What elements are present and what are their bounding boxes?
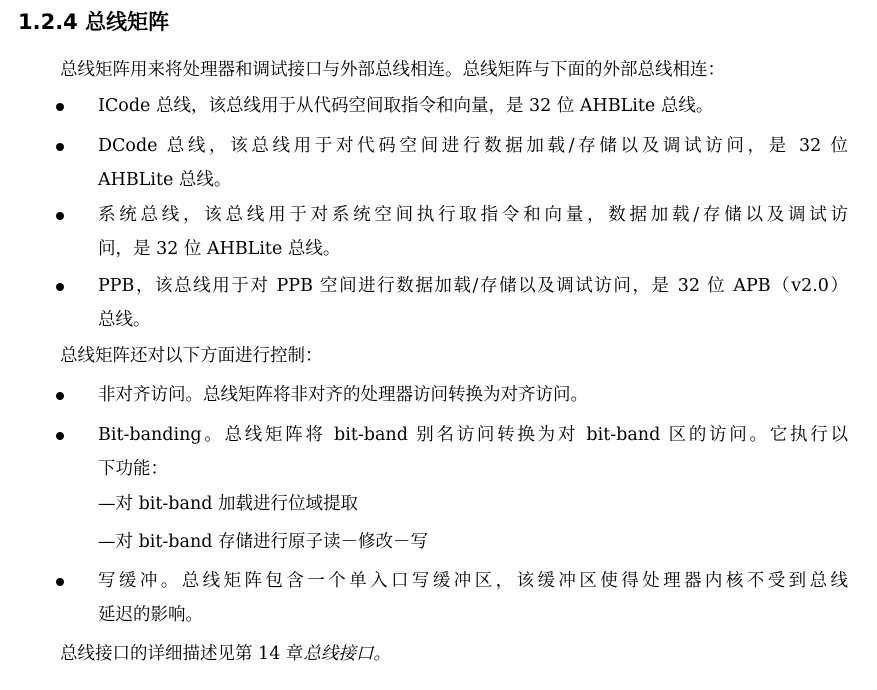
bullet-text-line: 写缓冲。总线矩阵包含一个单入口写缓冲区，该缓冲区使得处理器内核不受到总线: [98, 571, 848, 591]
footer-paragraph: [60, 640, 391, 669]
bullet-icon: [56, 432, 64, 440]
bullet-icon: [56, 578, 64, 586]
bullet-text-line: Bit-banding。总线矩阵将 bit-band 别名访问转换为对 bit-band 区的访问。它执行以: [98, 425, 848, 445]
bullet-text-line: ICode 总线，该总线用于从代码空间取指令和向量，是 32 位 AHBLite 总线。: [98, 96, 714, 116]
bitband-function-line: —对 bit-band 加载进行位域提取: [98, 494, 358, 514]
bullet-text-line: 延迟的影响。: [98, 605, 203, 625]
bitband-function-line: —对 bit-band 存储进行原子读－修改－写: [98, 532, 428, 552]
bullet-text-line: DCode 总线，该总线用于对代码空间进行数据加载/存储以及调试访问，是 32 位: [98, 136, 848, 156]
intro-paragraph: 总线矩阵用来将处理器和调试接口与外部总线相连。总线矩阵与下面的外部总线相连：: [60, 60, 725, 80]
bullet-text-line: 下功能：: [98, 459, 168, 479]
bullet-text-line: AHBLite 总线。: [98, 170, 232, 190]
bullet-text-line: 系统总线，该总线用于对系统空间执行取指令和向量，数据加载/存储以及调试访: [98, 205, 848, 225]
bullet-text-line: PPB，该总线用于对 PPB 空间进行数据加载/存储以及调试访问，是 32 位 APB（v2.0）: [98, 276, 848, 296]
bullet-icon: [56, 143, 64, 151]
bullet-text-line: 问，是 32 位 AHBLite 总线。: [98, 239, 341, 259]
bullet-icon: [56, 212, 64, 220]
chapter-reference: 总线接口。: [303, 644, 391, 664]
bullet-text-line: 总线。: [98, 310, 151, 330]
control-intro-paragraph: 总线矩阵还对以下方面进行控制：: [60, 346, 323, 366]
bullet-text-line: 非对齐访问。总线矩阵将非对齐的处理器访问转换为对齐访问。: [98, 385, 588, 405]
footer-text: 总线接口的详细描述见第 14 章: [60, 644, 304, 664]
bullet-icon: [56, 283, 64, 291]
bullet-icon: [56, 392, 64, 400]
bullet-icon: [56, 103, 64, 111]
section-heading: 1.2.4 总线矩阵: [18, 10, 170, 34]
